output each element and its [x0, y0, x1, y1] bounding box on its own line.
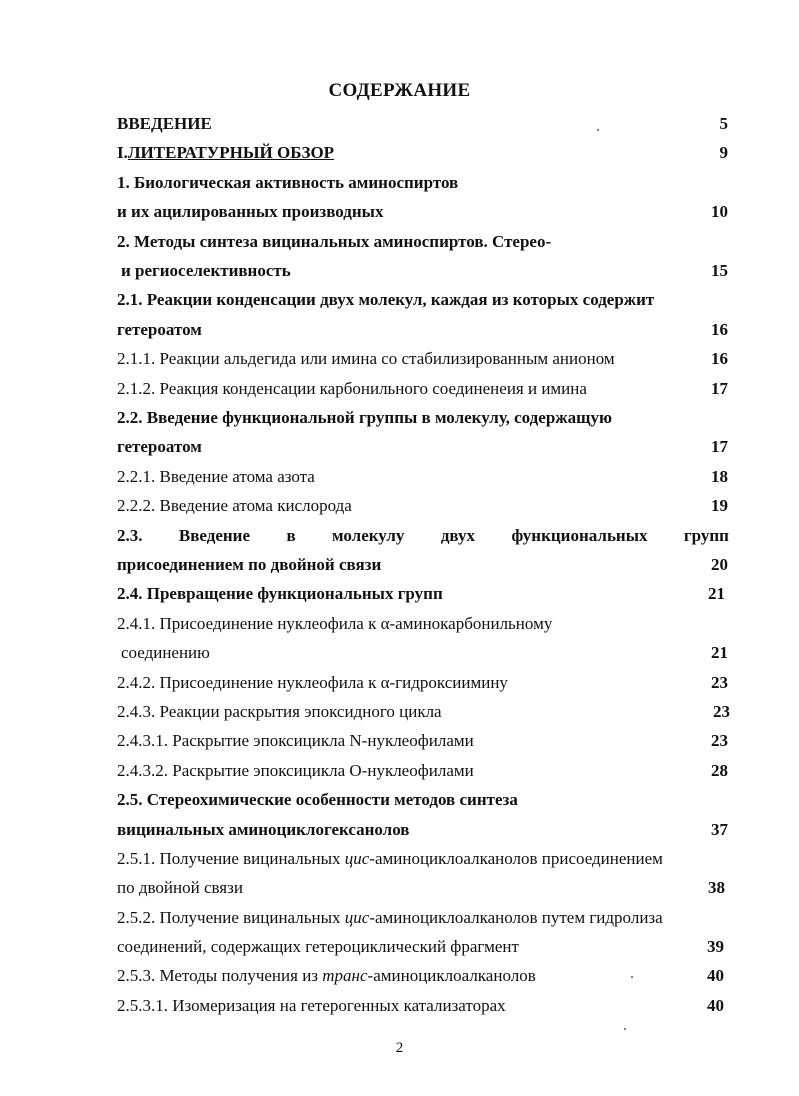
toc-page-number: 16: [711, 320, 728, 339]
toc-entry: 2.4. Превращение функциональных групп: [117, 584, 443, 603]
toc-text: -аминоциклоалканолов присоединением: [369, 849, 663, 868]
toc-entry: 2.2. Введение функциональной группы в молекулу, содержащую: [117, 408, 612, 427]
toc-entry: присоединением по двойной связи: [117, 555, 382, 574]
toc-entry: 2.1. Реакции конденсации двух молекул, каждая из которых содержит: [117, 290, 655, 309]
toc-word: функциональных: [511, 526, 648, 545]
scan-speck: [631, 976, 633, 978]
page-title: СОДЕРЖАНИЕ: [328, 80, 471, 101]
toc-text: -аминоциклоалканолов путем гидролиза: [369, 908, 663, 927]
toc-page-number: 37: [711, 820, 728, 839]
toc-entry: и региоселективность: [121, 261, 291, 280]
toc-text: 2.5.1. Получение вицинальных: [117, 849, 345, 868]
toc-page-number: 23: [711, 673, 728, 692]
toc-entry: 2.5. Стереохимические особенности методов синтеза: [117, 790, 518, 809]
toc-page-number: 17: [711, 379, 728, 398]
toc-page-number: 15: [711, 261, 728, 280]
toc-entry: [117, 908, 663, 928]
toc-page-number: 20: [711, 555, 728, 574]
toc-entry: соединений, содержащих гетероциклический фрагмент: [117, 937, 519, 956]
toc-entry: и их ацилированных производных: [117, 202, 384, 221]
toc-page-number: 40: [707, 996, 724, 1015]
toc-entry: 2.1.2. Реакция конденсации карбонильного соединенеия и имина: [117, 379, 587, 398]
toc-entry-justified: [117, 526, 729, 546]
toc-page-number: 10: [711, 202, 728, 221]
toc-entry: [117, 966, 536, 986]
toc-word: 2.3.: [117, 526, 143, 545]
toc-page-number: 19: [711, 496, 728, 515]
toc-text: 2.5.3. Методы получения из: [117, 966, 323, 985]
toc-page-number: 28: [711, 761, 728, 780]
toc-page-number: 21: [711, 643, 728, 662]
toc-entry: 2. Методы синтеза вицинальных аминоспиртов. Стерео-: [117, 232, 552, 251]
toc-word: в: [286, 526, 296, 545]
toc-word: двух: [440, 526, 476, 545]
toc-page-number: 39: [707, 937, 724, 956]
page-number: 2: [395, 1040, 404, 1056]
toc-page-number: 16: [711, 349, 728, 368]
toc-entry: гетероатом: [117, 320, 202, 339]
toc-entry-introduction: ВВЕДЕНИЕ: [117, 114, 212, 133]
toc-entry: гетероатом: [117, 437, 202, 456]
toc-entry-prefix: I.: [117, 143, 128, 162]
toc-italic: цис: [344, 849, 370, 868]
toc-page-number: 21: [708, 584, 725, 603]
toc-text: -аминоциклоалканолов: [367, 966, 536, 985]
toc-page-number: 40: [707, 966, 724, 985]
toc-entry: по двойной связи: [117, 878, 243, 897]
toc-italic: цис: [344, 908, 370, 927]
toc-entry: вицинальных аминоциклогексанолов: [117, 820, 410, 839]
toc-entry: 2.5.3.1. Изомеризация на гетерогенных катализаторах: [117, 996, 506, 1015]
toc-entry-label: ЛИТЕРАТУРНЫЙ ОБЗОР: [127, 143, 335, 162]
toc-entry: [117, 849, 663, 869]
toc-entry: 2.4.1. Присоединение нуклеофила к α-аминокарбонильному: [117, 614, 553, 633]
toc-entry: 2.4.3.1. Раскрытие эпоксицикла N-нуклеофилами: [117, 731, 474, 750]
toc-page-number: 23: [713, 702, 730, 721]
toc-entry: 2.1.1. Реакции альдегида или имина со стабилизированным анионом: [117, 349, 615, 368]
toc-entry: 2.4.3.2. Раскрытие эпоксицикла О-нуклеофилами: [117, 761, 474, 780]
toc-entry: 2.2.1. Введение атома азота: [117, 467, 315, 486]
scan-speck: [624, 1028, 626, 1030]
toc-page-number: 5: [719, 114, 728, 133]
toc-entry: 2.4.3. Реакции раскрытия эпоксидного цикла: [117, 702, 442, 721]
toc-page-number: 18: [711, 467, 728, 486]
toc-entry: 2.2.2. Введение атома кислорода: [117, 496, 352, 515]
toc-page-number: 23: [711, 731, 728, 750]
toc-page-number: 38: [708, 878, 725, 897]
toc-entry-literature-review: [117, 143, 334, 163]
toc-page-number: 9: [719, 143, 728, 162]
toc-word: Введение: [178, 526, 251, 545]
toc-entry: 1. Биологическая активность аминоспиртов: [117, 173, 459, 192]
toc-entry: соединению: [121, 643, 210, 662]
toc-word: молекулу: [332, 526, 405, 545]
toc-entry: 2.4.2. Присоединение нуклеофила к α-гидроксиимину: [117, 673, 508, 692]
toc-italic: транс: [322, 966, 368, 985]
toc-word: групп: [683, 526, 729, 545]
toc-page-number: 17: [711, 437, 728, 456]
toc-text: 2.5.2. Получение вицинальных: [117, 908, 345, 927]
scan-speck: [597, 129, 599, 131]
